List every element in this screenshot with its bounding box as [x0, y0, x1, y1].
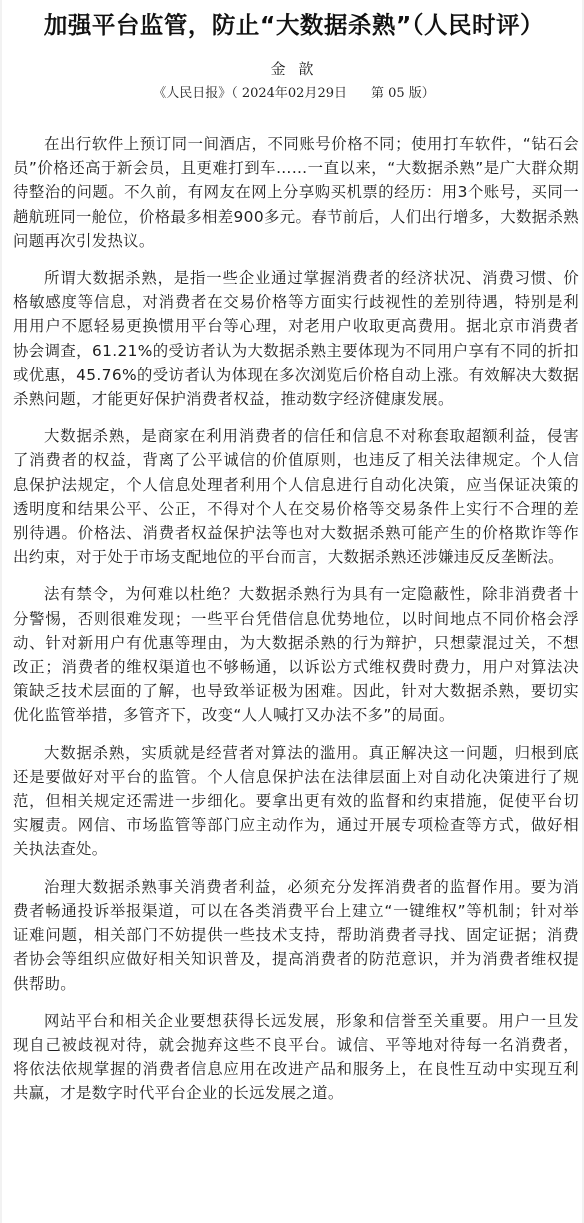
source-page: 第 05 版） [371, 86, 435, 101]
paragraph-7: 网站平台和相关企业要想获得长远发展，形象和信誉至关重要。用户一旦发现自己被歧视对待，就会抛弃这些不良平台。诚信、平等地对待每一名消费者，将依法依规掌握的消费者信息应用在改进产品和服务上，在良性互动中实现互利共赢，才是数字时代平台企业的长远发展之道。 [13, 1011, 579, 1103]
paragraph-2: 所谓大数据杀熟，是指一些企业通过掌握消费者的经济状况、消费习惯、价格敏感度等信息，对消费者在交易价格等方面实行歧视性的差别待遇，特别是利用用户不愿轻易更换惯用平台等心理，对老用户收取更高费用。据北京市消费者协会调查，61.21%的受访者认为大数据杀熟主要体现为不同用户享有不同的折扣或优惠，45.76%的受访者认为体现在多次浏览后价格自动上涨。有效解决大数据杀熟问题，才能更好保护消费者权益，推动数字经济健康发展。 [13, 269, 579, 409]
source-publication: 《人民日报》（ 2024年02月29日 [153, 86, 347, 101]
article-author: 金 歆 [270, 60, 318, 78]
article-body [13, 132, 579, 1119]
article-source [2, 84, 584, 104]
paragraph-4: 法有禁令，为何难以杜绝？大数据杀熟行为具有一定隐蔽性，除非消费者十分警惕，否则很难发现；一些平台凭借信息优势地位，以时间地点不同价格会浮动、针对新用户有优惠等理由，为大数据杀熟的行为辩护，只想蒙混过关，不想改正；消费者的维权渠道也不够畅通，以诉讼方式维权费时费力，用户对算法决策缺乏技术层面的了解，也导致举证极为困难。因此，针对大数据杀熟，要切实优化监管举措，多管齐下，改变“人人喊打又办法不多”的局面。 [13, 585, 579, 725]
paragraph-6: 治理大数据杀熟事关消费者利益，必须充分发挥消费者的监督作用。要为消费者畅通投诉举报渠道，可以在各类消费平台上建立“一键维权”等机制；针对举证难问题，相关部门不妨提供一些技术支持，帮助消费者寻找、固定证据；消费者协会等组织应做好相关知识普及，提高消费者的防范意识，并为消费者维权提供帮助。 [13, 877, 579, 993]
article-title: 加强平台监管，防止“大数据杀熟”（人民时评） [43, 11, 545, 39]
paragraph-1: 在出行软件上预订同一间酒店，不同账号价格不同；使用打车软件，“钻石会员”价格还高于新会员，且更难打到车……一直以来，“大数据杀熟”是广大群众期待整治的问题。不久前，有网友在网上分享购买机票的经历：用3个账号，买同一趟航班同一舱位，价格最多相差900多元。春节前后，人们出行增多，大数据杀熟问题再次引发热议。 [13, 135, 579, 250]
paragraph-3: 大数据杀熟，是商家在利用消费者的信任和信息不对称套取超额利益，侵害了消费者的权益，背离了公平诚信的价值原则，也违反了相关法律规定。个人信息保护法规定，个人信息处理者利用个人信息进行自动化决策，应当保证决策的透明度和结果公平、公正，不得对个人在交易价格等交易条件上实行不合理的差别待遇。价格法、消费者权益保护法等也对大数据杀熟可能产生的价格欺诈等作出约束，对于处于市场支配地位的平台而言，大数据杀熟还涉嫌违反反垄断法。 [13, 427, 579, 567]
paragraph-5: 大数据杀熟，实质就是经营者对算法的滥用。真正解决这一问题，归根到底还是要做好对平台的监管。个人信息保护法在法律层面上对自动化决策进行了规范，但相关规定还需进一步细化。要拿出更有效的监督和约束措施，促使平台切实履责。网信、市场监管等部门应主动作为，通过开展专项检查等方式，做好相关执法查处。 [13, 743, 579, 859]
